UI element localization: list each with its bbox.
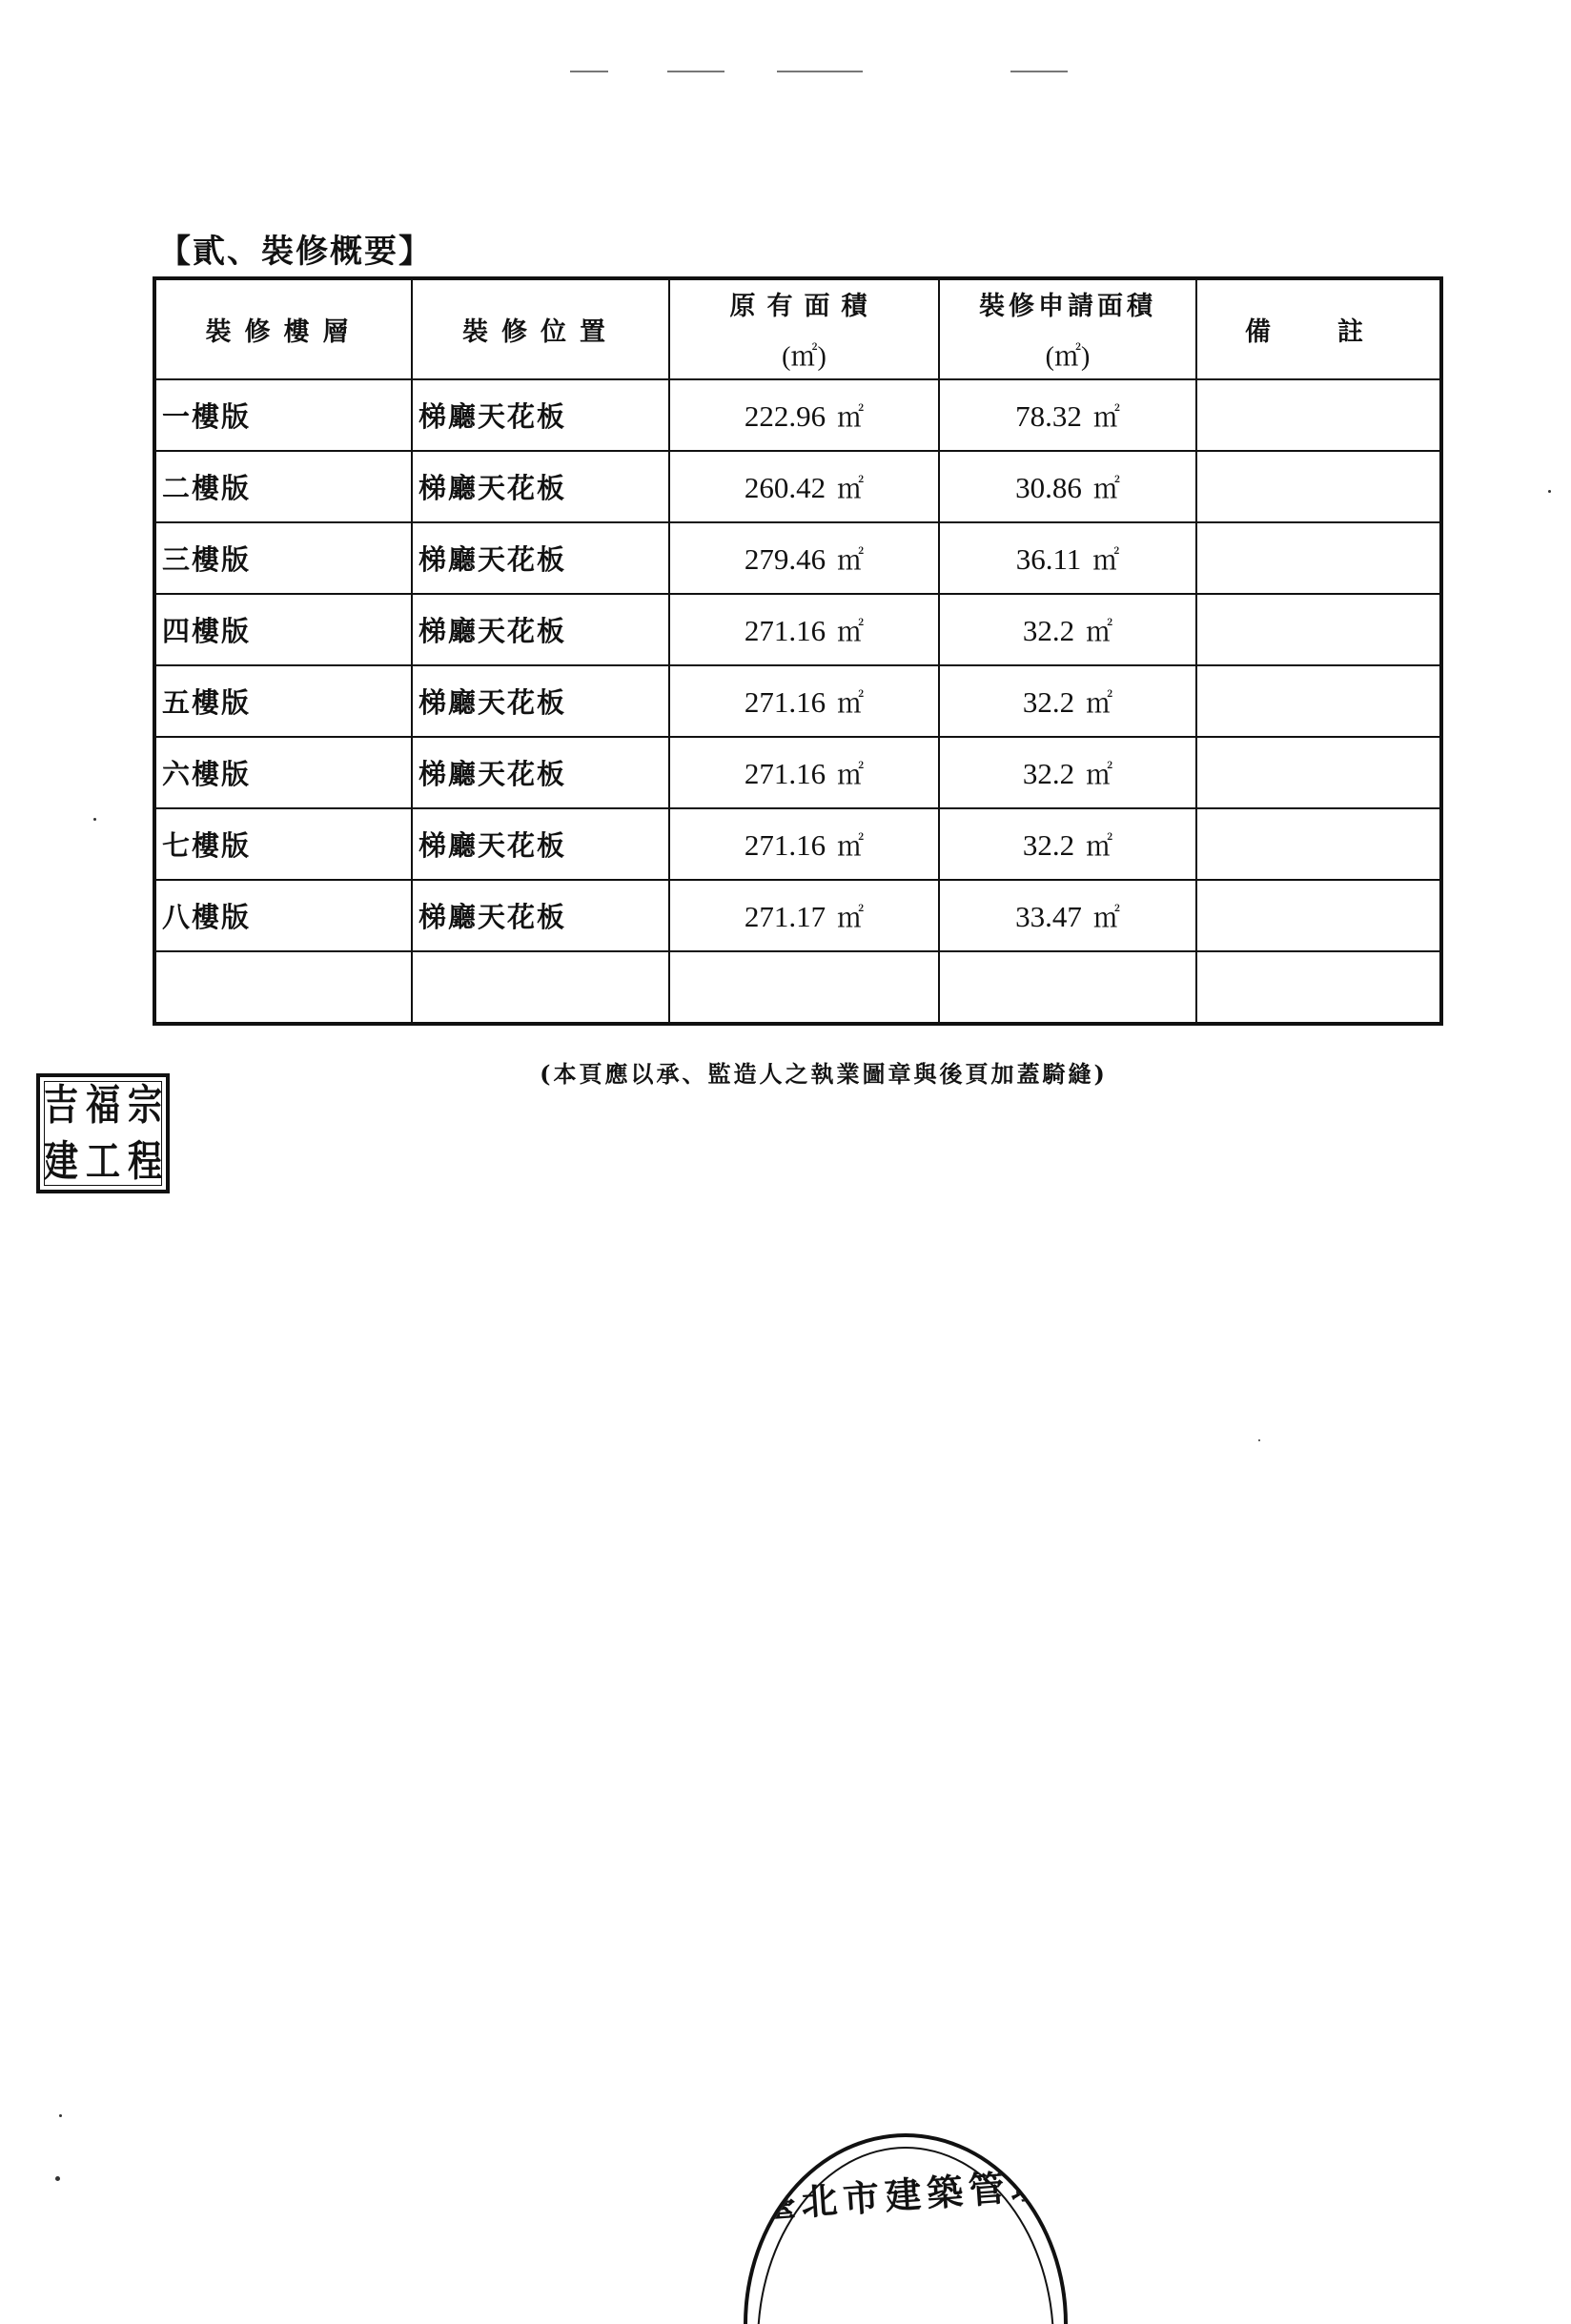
area-unit: ㎡: [837, 831, 865, 862]
floor-cell-value: 五樓版: [162, 686, 252, 719]
original-area-cell-value: 271.16: [744, 684, 826, 719]
scan-speck: [59, 2114, 62, 2117]
position-cell-value: 梯廳天花板: [418, 829, 567, 862]
area-unit: ㎡: [1092, 402, 1120, 433]
table-body: [154, 379, 1441, 1024]
remarks-cell: [1196, 665, 1441, 737]
scan-mark: [1010, 71, 1068, 72]
floor-cell-value: 三樓版: [162, 543, 252, 576]
original-area-cell: [669, 451, 939, 522]
floor-cell-value: 七樓版: [162, 829, 252, 862]
original-area-cell-value: 260.42: [744, 470, 826, 504]
table-row: [154, 880, 1441, 951]
table-header-row: [154, 278, 1441, 379]
floor-cell-value: 一樓版: [162, 400, 252, 433]
requested-area-cell-value: 30.86: [1015, 470, 1082, 504]
original-area-cell: [669, 594, 939, 665]
table-row: [154, 379, 1441, 451]
requested-area-cell: [939, 808, 1196, 880]
original-area-cell-value: 271.17: [744, 899, 826, 933]
floor-cell-value: 八樓版: [162, 901, 252, 933]
header-requested-area: 裝修申請面積 (㎡): [939, 278, 1196, 379]
original-area-cell-value: 271.16: [744, 613, 826, 647]
requested-area-cell-value: 33.47: [1015, 899, 1082, 933]
requested-area-cell-value: 32.2: [1022, 756, 1075, 790]
city-office-stamp: [744, 2133, 1068, 2324]
area-unit: ㎡: [837, 903, 865, 933]
position-cell-value: 梯廳天花板: [418, 758, 567, 790]
requested-area-cell: [939, 951, 1196, 1024]
position-cell-value: 梯廳天花板: [418, 686, 567, 719]
position-cell: [412, 951, 669, 1024]
position-cell: [412, 880, 669, 951]
original-area-cell: [669, 808, 939, 880]
seal-character: 福: [85, 1080, 121, 1130]
area-unit: ㎡: [837, 545, 865, 576]
area-unit: ㎡: [1092, 545, 1120, 576]
requested-area-cell: [939, 665, 1196, 737]
scan-mark: [570, 71, 608, 72]
original-area-cell-value: 271.16: [744, 827, 826, 862]
requested-area-cell: [939, 522, 1196, 594]
floor-cell: [154, 808, 412, 880]
table-row: [154, 594, 1441, 665]
floor-cell: [154, 379, 412, 451]
position-cell: [412, 522, 669, 594]
requested-area-cell: [939, 594, 1196, 665]
area-unit: ㎡: [1086, 760, 1113, 790]
stamp-text: 臺北市建築管理: [757, 2163, 1054, 2227]
table-row: [154, 522, 1441, 594]
requested-area-cell: [939, 880, 1196, 951]
scan-speck: [1258, 1439, 1260, 1441]
area-unit: ㎡: [837, 760, 865, 790]
area-unit: ㎡: [837, 688, 865, 719]
seal-character: 建: [43, 1136, 79, 1186]
remarks-cell: [1196, 951, 1441, 1024]
requested-area-cell: [939, 451, 1196, 522]
requested-area-cell: [939, 379, 1196, 451]
position-cell: [412, 665, 669, 737]
header-position: 裝修位置: [412, 278, 669, 379]
original-area-cell-value: 271.16: [744, 756, 826, 790]
scan-speck: [93, 818, 96, 821]
position-cell-value: 梯廳天花板: [418, 615, 567, 647]
remarks-cell: [1196, 379, 1441, 451]
section-title: 【貳、裝修概要】: [158, 233, 433, 271]
position-cell: [412, 737, 669, 808]
floor-cell-value: 四樓版: [162, 615, 252, 647]
floor-cell: [154, 737, 412, 808]
floor-cell: [154, 880, 412, 951]
table-row: [154, 451, 1441, 522]
position-cell-value: 梯廳天花板: [418, 543, 567, 576]
requested-area-cell-value: 78.32: [1015, 398, 1082, 433]
area-unit: ㎡: [1086, 617, 1113, 647]
position-cell: [412, 594, 669, 665]
architect-seal: [36, 1073, 170, 1193]
position-cell: [412, 379, 669, 451]
scan-speck: [1548, 490, 1551, 493]
floor-cell: [154, 665, 412, 737]
requested-area-cell-value: 32.2: [1022, 827, 1075, 862]
area-unit: ㎡: [837, 474, 865, 504]
position-cell: [412, 451, 669, 522]
header-remarks: 備註: [1196, 278, 1441, 379]
original-area-cell-value: 222.96: [744, 398, 826, 433]
position-cell-value: 梯廳天花板: [418, 901, 567, 933]
original-area-cell: [669, 951, 939, 1024]
area-unit: ㎡: [1086, 831, 1113, 862]
floor-cell-value: 二樓版: [162, 472, 252, 504]
original-area-cell: [669, 880, 939, 951]
seal-character: 工: [85, 1136, 121, 1186]
floor-cell: [154, 594, 412, 665]
seal-character: 吉: [43, 1080, 79, 1130]
area-unit: ㎡: [1092, 903, 1120, 933]
remarks-cell: [1196, 808, 1441, 880]
original-area-cell: [669, 379, 939, 451]
floor-cell-value: 六樓版: [162, 758, 252, 790]
header-original-area: 原有面積 (㎡): [669, 278, 939, 379]
seal-character: 程: [127, 1136, 163, 1186]
position-cell-value: 梯廳天花板: [418, 472, 567, 504]
original-area-cell: [669, 522, 939, 594]
scan-mark: [667, 71, 724, 72]
table-row: [154, 808, 1441, 880]
seal-character: 宗: [127, 1080, 163, 1130]
scan-speck: [55, 2176, 60, 2181]
original-area-cell-value: 279.46: [744, 541, 826, 576]
area-unit: ㎡: [1092, 474, 1120, 504]
remarks-cell: [1196, 451, 1441, 522]
requested-area-cell: [939, 737, 1196, 808]
renovation-summary-table: [153, 276, 1443, 1026]
floor-cell: [154, 951, 412, 1024]
requested-area-cell-value: 36.11: [1015, 541, 1082, 576]
header-floor: 裝修樓層: [154, 278, 412, 379]
position-cell: [412, 808, 669, 880]
scan-mark: [777, 71, 863, 72]
requested-area-cell-value: 32.2: [1022, 613, 1075, 647]
area-unit: ㎡: [837, 402, 865, 433]
table-row: [154, 737, 1441, 808]
remarks-cell: [1196, 880, 1441, 951]
floor-cell: [154, 451, 412, 522]
remarks-cell: [1196, 594, 1441, 665]
table-row: [154, 665, 1441, 737]
table-row: [154, 951, 1441, 1024]
area-unit: ㎡: [1086, 688, 1113, 719]
remarks-cell: [1196, 522, 1441, 594]
area-unit: ㎡: [837, 617, 865, 647]
original-area-cell: [669, 665, 939, 737]
original-area-cell: [669, 737, 939, 808]
position-cell-value: 梯廳天花板: [418, 400, 567, 433]
requested-area-cell-value: 32.2: [1022, 684, 1075, 719]
footnote: (本頁應以承、監造人之執業圖章與後頁加蓋騎縫): [540, 1060, 1108, 1088]
floor-cell: [154, 522, 412, 594]
remarks-cell: [1196, 737, 1441, 808]
